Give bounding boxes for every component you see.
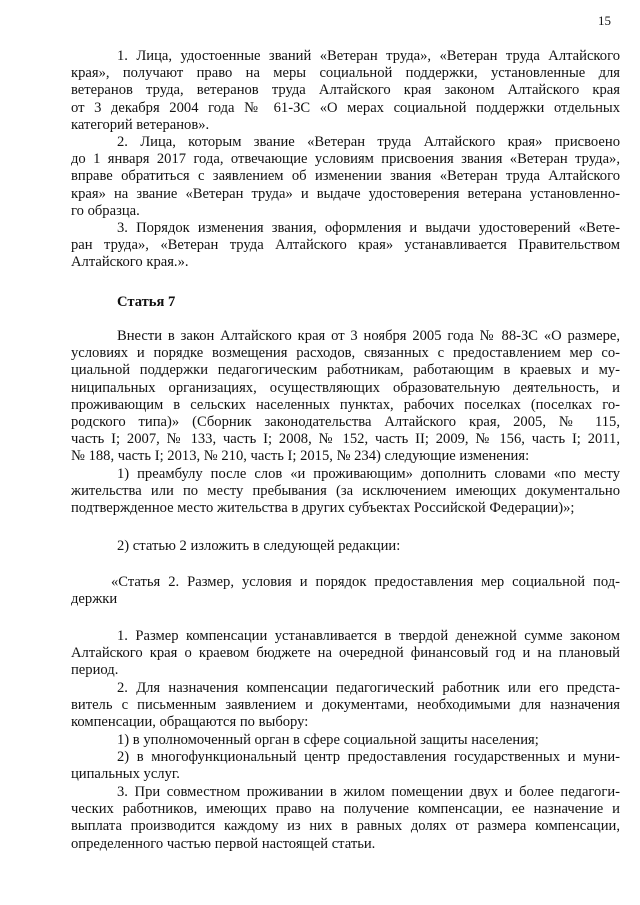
paragraph-2 xyxy=(71,134,620,220)
text-line: ципальных услуг. xyxy=(71,766,180,783)
text-line: края», получают право на меры социальной поддержки, установленные для xyxy=(71,65,620,82)
text-line: определенного частью первой настоящей статьи. xyxy=(71,835,376,852)
text-line: витель с письменным заявлением и документами, необходимыми для назначения xyxy=(71,697,620,714)
text-line: ветеранов труда, ветеранов труда Алтайского края законом Алтайского края xyxy=(71,82,620,99)
text-line: родского типа)» (Сборник законодательства Алтайского края, 2005, № 115, xyxy=(71,414,620,431)
text-line: 1) в уполномоченный орган в сфере социальной защиты населения; xyxy=(117,732,539,748)
text-line: Внести в закон Алтайского края от 3 ноября 2005 года № 88-ЗС «О размере, xyxy=(117,328,620,344)
text-line: 3. Порядок изменения звания, оформления и выдачи удостоверений «Вете- xyxy=(117,220,620,236)
text-line: условиях и порядке возмещения расходов, связанных с предоставлением мер со- xyxy=(71,345,620,362)
text-line: 2. Лица, которым звание «Ветеран труда Алтайского края» присвоено xyxy=(117,134,620,150)
paragraph-8 xyxy=(71,628,620,680)
text-line: 3. При совместном проживании в жилом помещении двух и более педагоги- xyxy=(117,784,620,800)
paragraph-12 xyxy=(71,784,620,853)
text-line: края» на звание «Ветеран труда» и выдаче удостоверения ветерана установленно- xyxy=(71,185,620,202)
paragraph-5 xyxy=(71,466,620,518)
text-line: го образца. xyxy=(71,202,140,219)
text-line: часть I; 2007, № 133, часть I; 2008, № 152, часть II; 2009, № 156, часть I; 2011, xyxy=(71,431,620,448)
paragraph-9 xyxy=(71,680,620,732)
paragraph-11 xyxy=(71,749,620,783)
text-line: ниципальных организациях, осуществляющих образовательную деятельность, и xyxy=(71,379,620,396)
text-line: Алтайского края о краевом бюджете на очередной финансовый год и на плановый xyxy=(71,645,620,662)
paragraph-4 xyxy=(71,328,620,466)
text-line: вправе обратиться с заявлением об изменении звания «Ветеран труда Алтайского xyxy=(71,168,620,185)
paragraph-10 xyxy=(71,732,620,749)
text-line: от 3 декабря 2004 года № 61-ЗС «О мерах социальной поддержки отдельных xyxy=(71,99,620,116)
paragraph-6 xyxy=(71,538,620,555)
text-line: «Статья 2. Размер, условия и порядок предоставления мер социальной под- xyxy=(111,574,620,590)
text-line: 2) статью 2 изложить в следующей редакции: xyxy=(117,538,401,554)
text-line: жительства или по месту пребывания (за исключением имеющих документально xyxy=(71,483,620,500)
article-7-heading: Статья 7 xyxy=(117,294,176,310)
text-line: компенсации, обращаются по выбору: xyxy=(71,714,309,731)
text-line: держки xyxy=(71,591,118,608)
text-line: 2. Для назначения компенсации педагогический работник или его предста- xyxy=(117,680,620,696)
text-line: циальной поддержки педагогическим работникам, работающим в краевых и му- xyxy=(71,362,620,379)
text-line: Алтайского края.». xyxy=(71,254,189,271)
text-line: до 1 января 2017 года, отвечающие условиям присвоения звания «Ветеран труда», xyxy=(71,151,620,168)
paragraph-7 xyxy=(71,574,620,608)
text-line: 1) преамбулу после слов «и проживающим» дополнить словами «по месту xyxy=(117,466,620,482)
text-line: выплата производится каждому из них в равных долях от размера компенсации, xyxy=(71,818,620,835)
text-line: проживающим в сельских населенных пунктах, рабочих поселках (поселках го- xyxy=(71,396,620,413)
page-number: 15 xyxy=(598,13,611,28)
text-line: ран труда», «Ветеран труда Алтайского края» устанавливается Правительством xyxy=(71,237,620,254)
text-line: подтвержденное место жительства в других субъектах Российской Федерации)»; xyxy=(71,500,575,517)
text-line: период. xyxy=(71,662,119,679)
text-line: 1. Размер компенсации устанавливается в твердой денежной сумме законом xyxy=(117,628,620,644)
text-line: № 188, часть I; 2013, № 210, часть I; 2015, № 234) следующие изменения: xyxy=(71,448,530,465)
text-line: ческих работников, имеющих право на получение компенсации, ее назначение и xyxy=(71,801,620,818)
text-line: 1. Лица, удостоенные званий «Ветеран труда», «Ветеран труда Алтайского xyxy=(117,48,620,64)
text-line: 2) в многофункциональный центр предоставления государственных и муни- xyxy=(117,749,620,765)
paragraph-1 xyxy=(71,48,620,134)
text-line: категорий ветеранов». xyxy=(71,116,210,133)
paragraph-3 xyxy=(71,220,620,272)
